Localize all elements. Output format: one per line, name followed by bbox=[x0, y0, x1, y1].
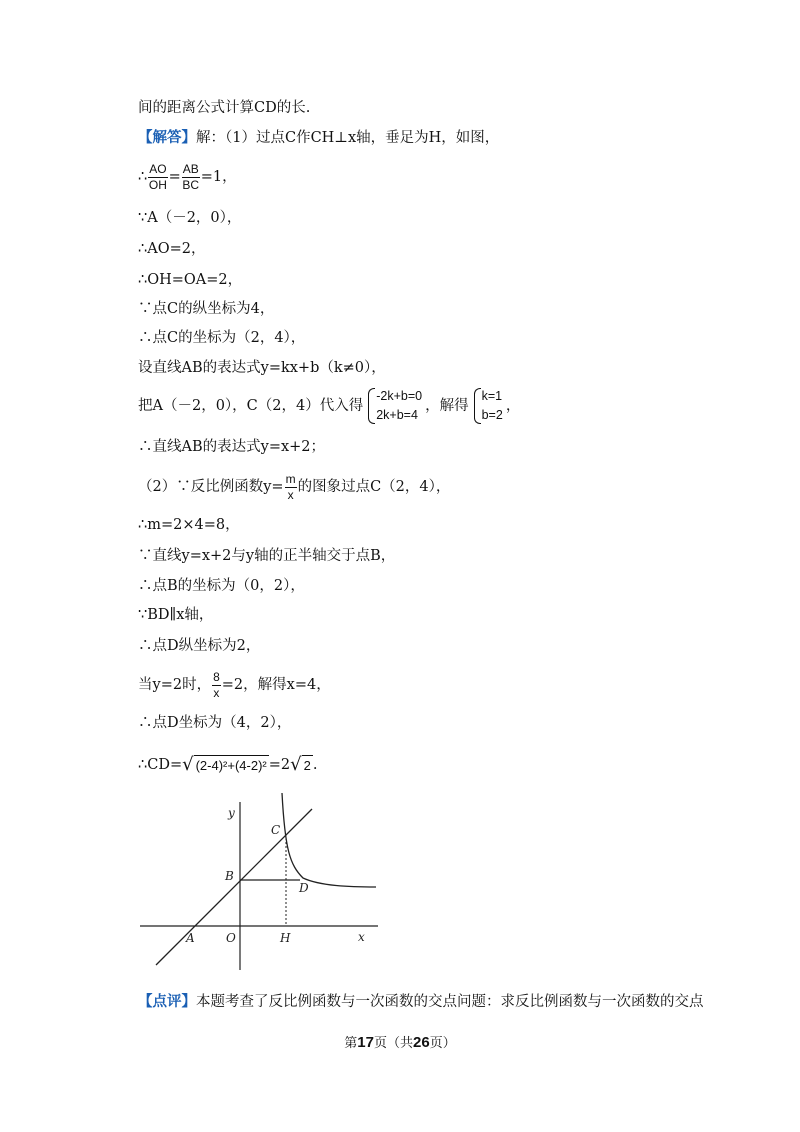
equation-2: 2k+b=4 bbox=[376, 408, 418, 422]
frac-num: 8 bbox=[213, 669, 220, 684]
label-x: x bbox=[358, 930, 365, 944]
intro-line: 间的距离公式计算CD的长. bbox=[138, 100, 311, 116]
sub-mid: ，解得 bbox=[425, 398, 469, 414]
system-equations bbox=[366, 387, 422, 425]
sub-pre: 把A（－2，0），C（2，4）代入得 bbox=[138, 398, 364, 414]
part2-post: 的图象过点C（2，4）， bbox=[297, 479, 451, 495]
page-footer bbox=[0, 1032, 800, 1051]
solution-1: k=1 bbox=[481, 389, 503, 403]
fraction-m-x bbox=[285, 472, 297, 503]
function-graph bbox=[120, 790, 390, 975]
sub-tail: ， bbox=[505, 398, 521, 414]
fraction-8-x bbox=[212, 670, 221, 701]
sqrt-radicand-2: 2 bbox=[302, 755, 313, 776]
part2-pre: （2）∵反比例函数y= bbox=[138, 479, 284, 495]
when-line bbox=[138, 667, 331, 703]
frac-num: AB bbox=[182, 161, 199, 176]
answer-line bbox=[138, 128, 499, 148]
frac-den: x bbox=[287, 487, 294, 502]
label-o: O bbox=[226, 931, 236, 945]
label-b: B bbox=[225, 869, 234, 883]
substitution-line bbox=[138, 384, 520, 428]
fraction-ab-bc bbox=[182, 162, 200, 193]
fraction-ao-oh bbox=[148, 162, 167, 193]
footer-pre: 第 bbox=[344, 1036, 358, 1051]
part2-line bbox=[138, 470, 450, 504]
frac-den: OH bbox=[148, 177, 167, 192]
sqrt-sign-2: √ bbox=[290, 754, 302, 775]
ratio-line bbox=[138, 160, 237, 194]
answer-tag: 【解答】 bbox=[138, 129, 196, 146]
label-c: C bbox=[271, 823, 281, 837]
line-ab-result: ∴直线AB的表达式y=x+2； bbox=[138, 439, 326, 455]
page-number: 17 bbox=[357, 1034, 374, 1051]
line-ao: ∴AO=2， bbox=[138, 241, 206, 257]
equals: = bbox=[168, 169, 181, 185]
line-b-coords: ∴点B的坐标为（0，2）， bbox=[138, 578, 305, 594]
line-m: ∴m=2×4=8， bbox=[138, 517, 240, 533]
comment-line bbox=[138, 992, 704, 1012]
line-a: ∵A（－2，0）， bbox=[138, 210, 242, 226]
comment-tag: 【点评】 bbox=[138, 993, 196, 1010]
line-c-ordinate: ∵点C的纵坐标为4， bbox=[138, 301, 275, 317]
hyperbola-curve bbox=[282, 793, 376, 887]
line-b: ∵直线y=x+2与y轴的正半轴交于点B， bbox=[138, 548, 396, 564]
comment-text: 本题考查了反比例函数与一次函数的交点问题：求反比例函数与一次函数的交点 bbox=[196, 994, 704, 1010]
sqrt-sign: √ bbox=[182, 754, 194, 775]
line-d-ordinate: ∴点D纵坐标为2， bbox=[138, 638, 261, 654]
line-d-coords: ∴点D坐标为（4，2）， bbox=[138, 715, 292, 731]
cd-pre: ∴CD= bbox=[138, 757, 183, 773]
solution-2: b=2 bbox=[481, 408, 503, 422]
equation-1: -2k+b=0 bbox=[376, 389, 423, 403]
sqrt-radicand: (2-4)²+(4-2)² bbox=[194, 755, 269, 776]
line-set-ab: 设直线AB的表达式y=kx+b（k≠0）， bbox=[138, 360, 386, 376]
when-pre: 当y=2时， bbox=[138, 677, 212, 693]
line-oh: ∴OH=OA=2， bbox=[138, 272, 243, 288]
page-total: 26 bbox=[413, 1034, 430, 1051]
line-c-coords: ∴点C的坐标为（2，4）， bbox=[138, 330, 306, 346]
frac-den: BC bbox=[182, 177, 200, 192]
when-post: =2，解得x=4， bbox=[221, 677, 331, 693]
line-bd: ∵BD∥x轴， bbox=[138, 607, 214, 623]
footer-post: 页） bbox=[429, 1036, 456, 1051]
system-solution bbox=[472, 387, 503, 425]
label-d: D bbox=[299, 881, 309, 895]
label-y: y bbox=[228, 806, 235, 820]
ratio-tail: =1， bbox=[200, 169, 237, 185]
frac-num: AO bbox=[149, 161, 167, 176]
therefore-symbol: ∴ bbox=[138, 169, 148, 185]
cd-post: =2 bbox=[268, 757, 291, 773]
frac-den: x bbox=[213, 685, 220, 700]
answer-text: 解：（1）过点C作CH⊥x轴，垂足为H，如图， bbox=[196, 130, 500, 146]
cd-end: . bbox=[312, 757, 318, 773]
frac-num: m bbox=[285, 471, 296, 486]
label-a: A bbox=[186, 931, 195, 945]
label-h: H bbox=[280, 931, 291, 945]
cd-line bbox=[138, 750, 317, 780]
footer-mid: 页（共 bbox=[373, 1036, 413, 1051]
